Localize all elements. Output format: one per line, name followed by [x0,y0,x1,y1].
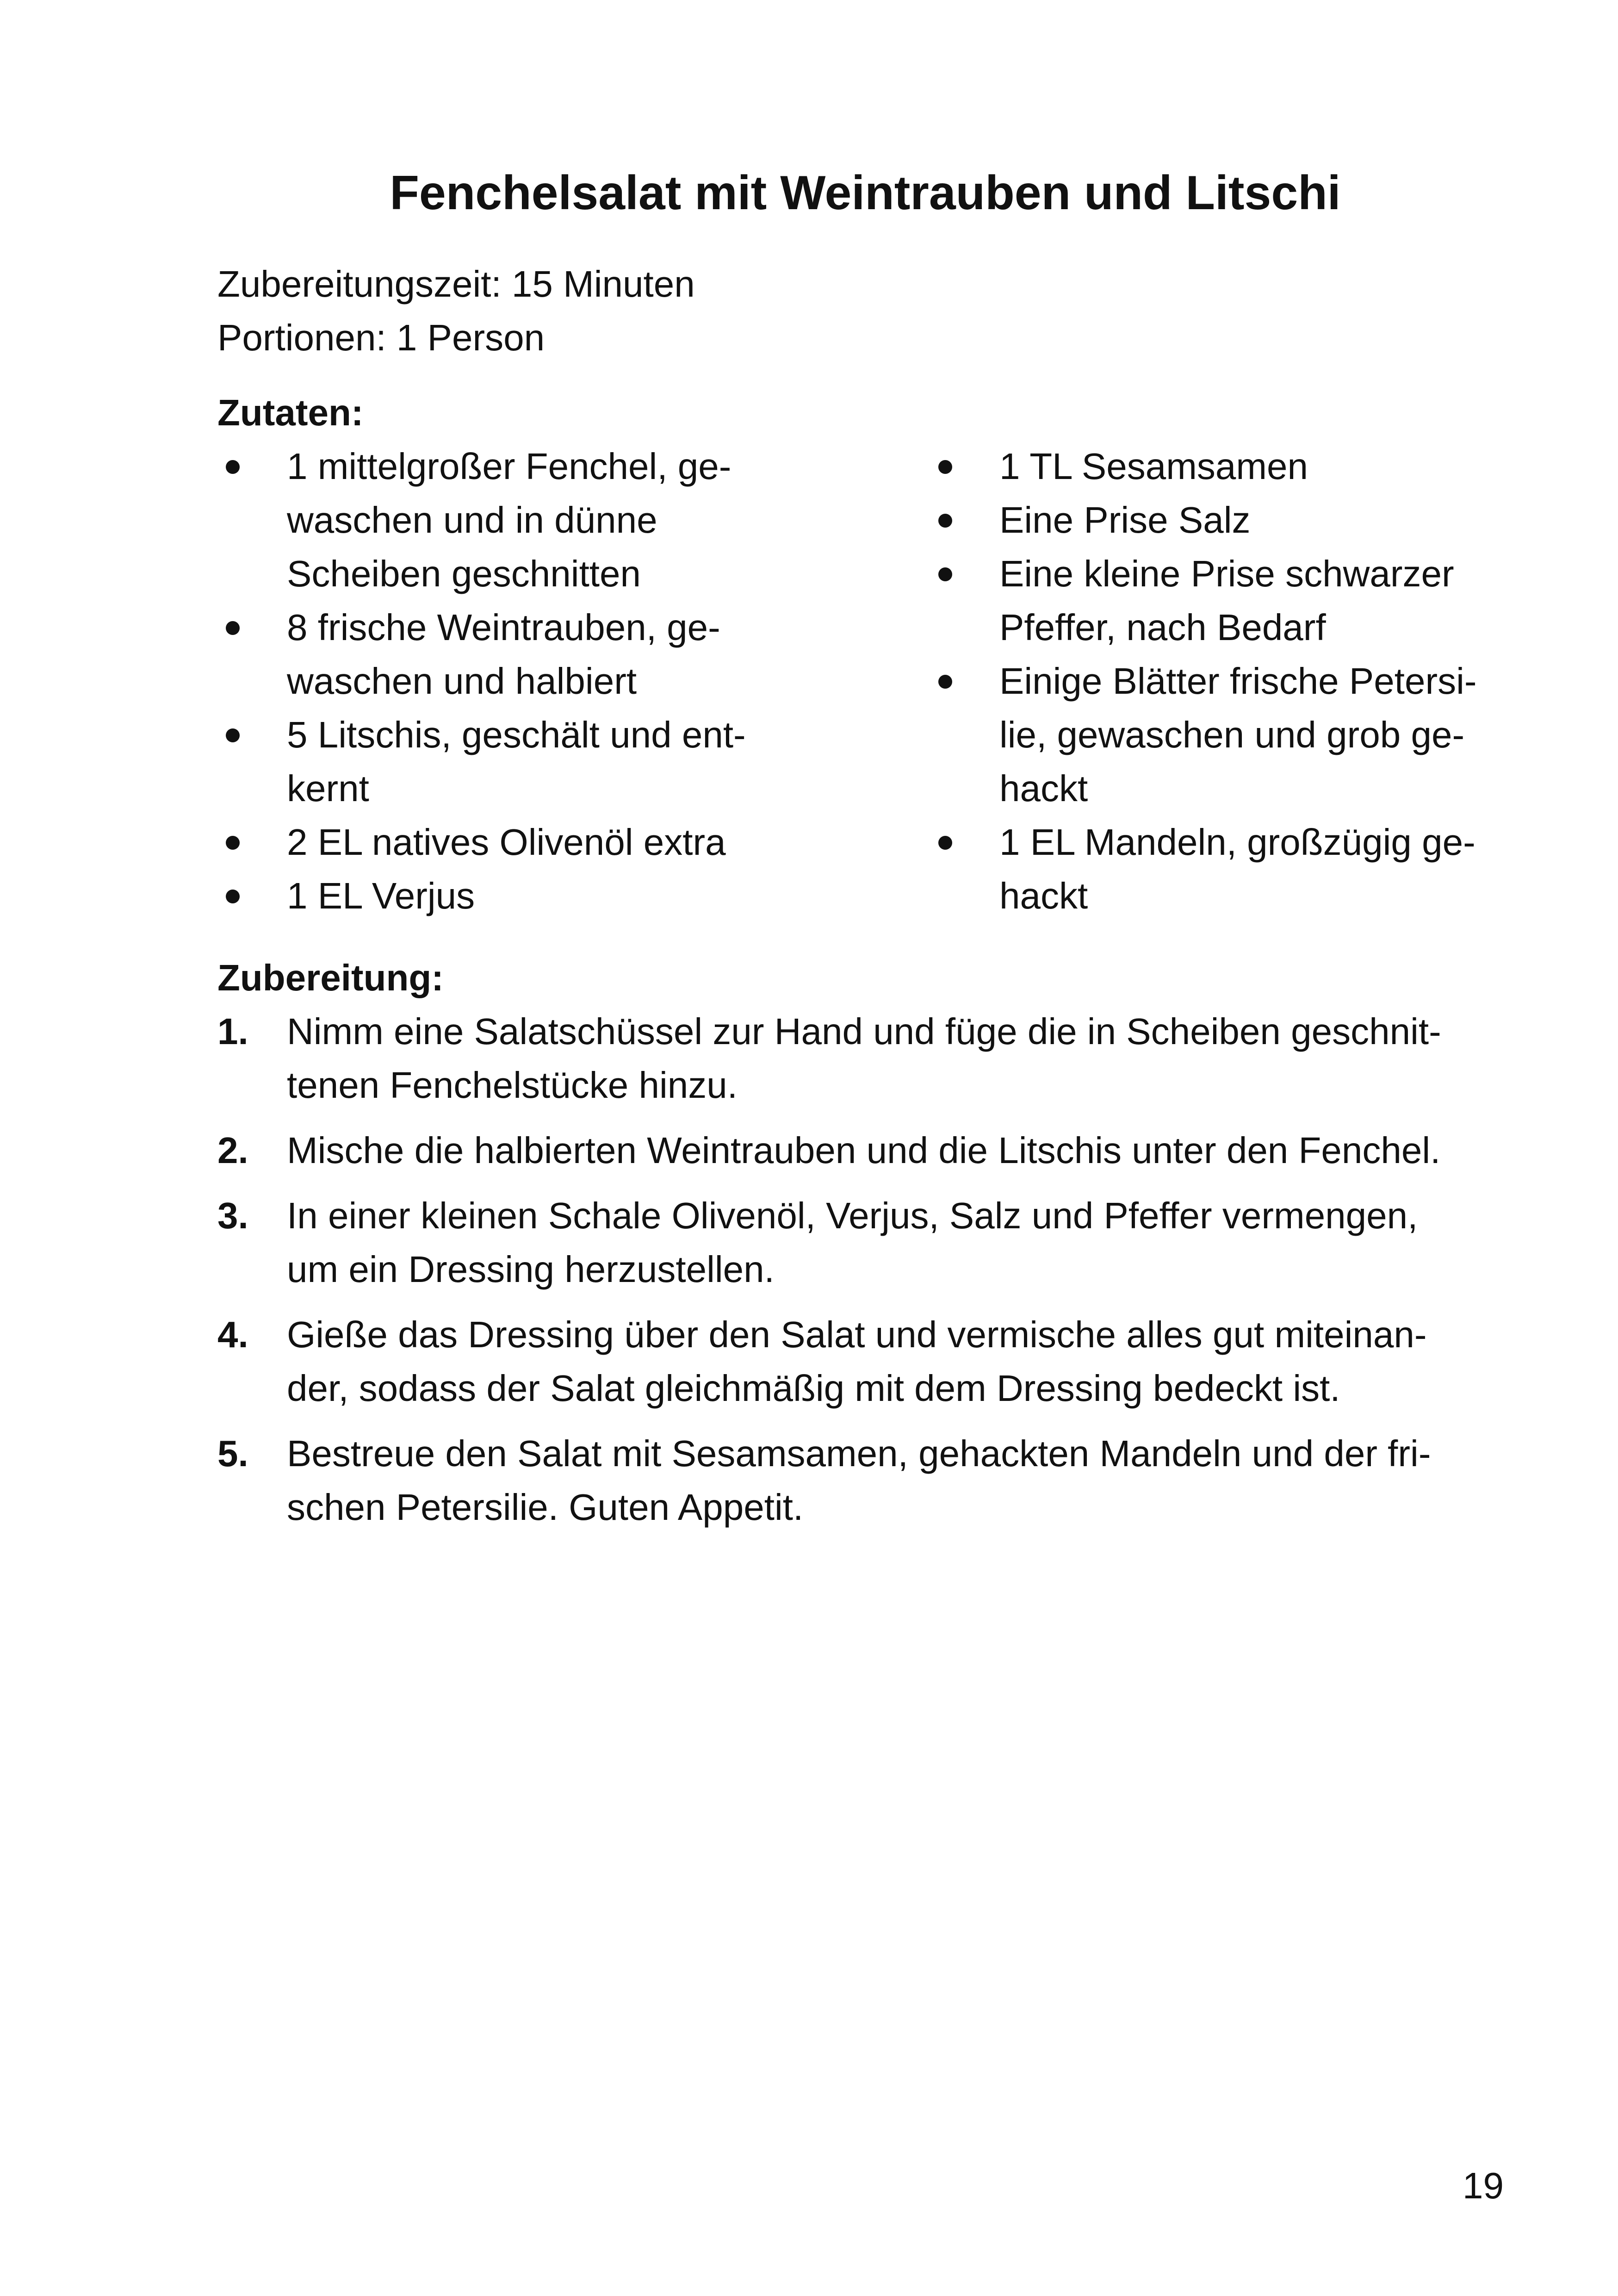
step-text-line: Bestreue den Salat mit Sesamsamen, gehackten Mandeln und der fri- [287,1433,1431,1474]
ingredient-text-line: waschen und halbiert [287,660,637,702]
ingredient-text-line: Einige Blätter frische Petersi- [999,660,1477,702]
ingredient-text-line: 1 EL Mandeln, großzügig ge- [999,821,1475,863]
preparation-step [217,1005,1508,1112]
ingredient-item [217,869,819,923]
ingredient-item [930,547,1545,654]
bullet-icon [226,836,240,850]
ingredient-text-line: Scheiben geschnitten [287,553,641,594]
ingredient-text-line: waschen und in dünne [287,499,657,541]
bullet-icon [226,728,240,742]
preparation-step [217,1308,1508,1415]
ingredient-text-line: 8 frische Weintrauben, ge- [287,607,720,648]
ingredient-text-line: Pfeffer, nach Bedarf [999,607,1326,648]
ingredients-list-right [930,440,1545,923]
step-text-line: der, sodass der Salat gleichmäßig mit dem Dressing bedeckt ist. [287,1368,1340,1409]
step-text-line: um ein Dressing herzustellen. [287,1249,775,1290]
bullet-icon [226,460,240,474]
step-text-line: schen Petersilie. Guten Appetit. [287,1487,804,1528]
ingredient-item [217,708,819,815]
ingredient-item [930,815,1545,923]
ingredient-text-line: 1 mittelgroßer Fenchel, ge- [287,446,732,487]
ingredient-text-line: Eine kleine Prise schwarzer [999,553,1454,594]
step-text-line: Nimm eine Salatschüssel zur Hand und füge die in Scheiben geschnit- [287,1011,1441,1052]
preparation-step [217,1427,1508,1534]
bullet-icon [938,460,952,474]
step-text-line: Gieße das Dressing über den Salat und vermische alles gut miteinan- [287,1314,1427,1355]
ingredient-item [930,440,1545,493]
ingredients-list-left [217,440,819,923]
bullet-icon [226,890,240,903]
ingredient-item [930,654,1545,815]
recipe-meta [217,257,695,365]
bullet-icon [938,514,952,528]
bullet-icon [226,621,240,635]
step-number: 5. [217,1433,248,1474]
servings: Portionen: 1 Person [217,317,545,358]
step-text-line: Mische die halbierten Weintrauben und die Litschis unter den Fenchel. [287,1130,1441,1171]
ingredient-item [930,493,1545,547]
ingredient-text-line: 1 TL Sesamsamen [999,446,1308,487]
step-number: 4. [217,1314,248,1355]
ingredient-item [217,601,819,708]
ingredient-text-line: 5 Litschis, geschält und ent- [287,714,746,755]
ingredient-text-line: hackt [999,875,1088,916]
step-number: 2. [217,1130,248,1171]
bullet-icon [938,567,952,581]
ingredients-heading: Zutaten: [217,392,364,433]
step-text-line: In einer kleinen Schale Olivenöl, Verjus, Salz und Pfeffer vermengen, [287,1195,1418,1236]
preparation-heading: Zubereitung: [217,957,444,998]
step-text-line: tenen Fenchelstücke hinzu. [287,1064,738,1106]
step-number: 1. [217,1011,248,1052]
ingredient-item [217,440,819,601]
ingredient-text-line: hackt [999,768,1088,809]
ingredient-text-line: 2 EL natives Olivenöl extra [287,821,726,863]
page-number: 19 [1463,2165,1504,2206]
ingredient-text-line: Eine Prise Salz [999,499,1251,541]
ingredient-text-line: 1 EL Verjus [287,875,475,916]
prep-time: Zubereitungszeit: 15 Minuten [217,263,695,305]
preparation-steps [217,1005,1508,1546]
ingredient-item [217,815,819,869]
ingredient-text-line: lie, gewaschen und grob ge- [999,714,1465,755]
ingredient-text-line: kernt [287,768,369,809]
page-title: Fenchelsalat mit Weintrauben und Litschi [390,166,1341,220]
preparation-step [217,1189,1508,1296]
preparation-step [217,1124,1508,1177]
bullet-icon [938,675,952,689]
bullet-icon [938,836,952,850]
step-number: 3. [217,1195,248,1236]
